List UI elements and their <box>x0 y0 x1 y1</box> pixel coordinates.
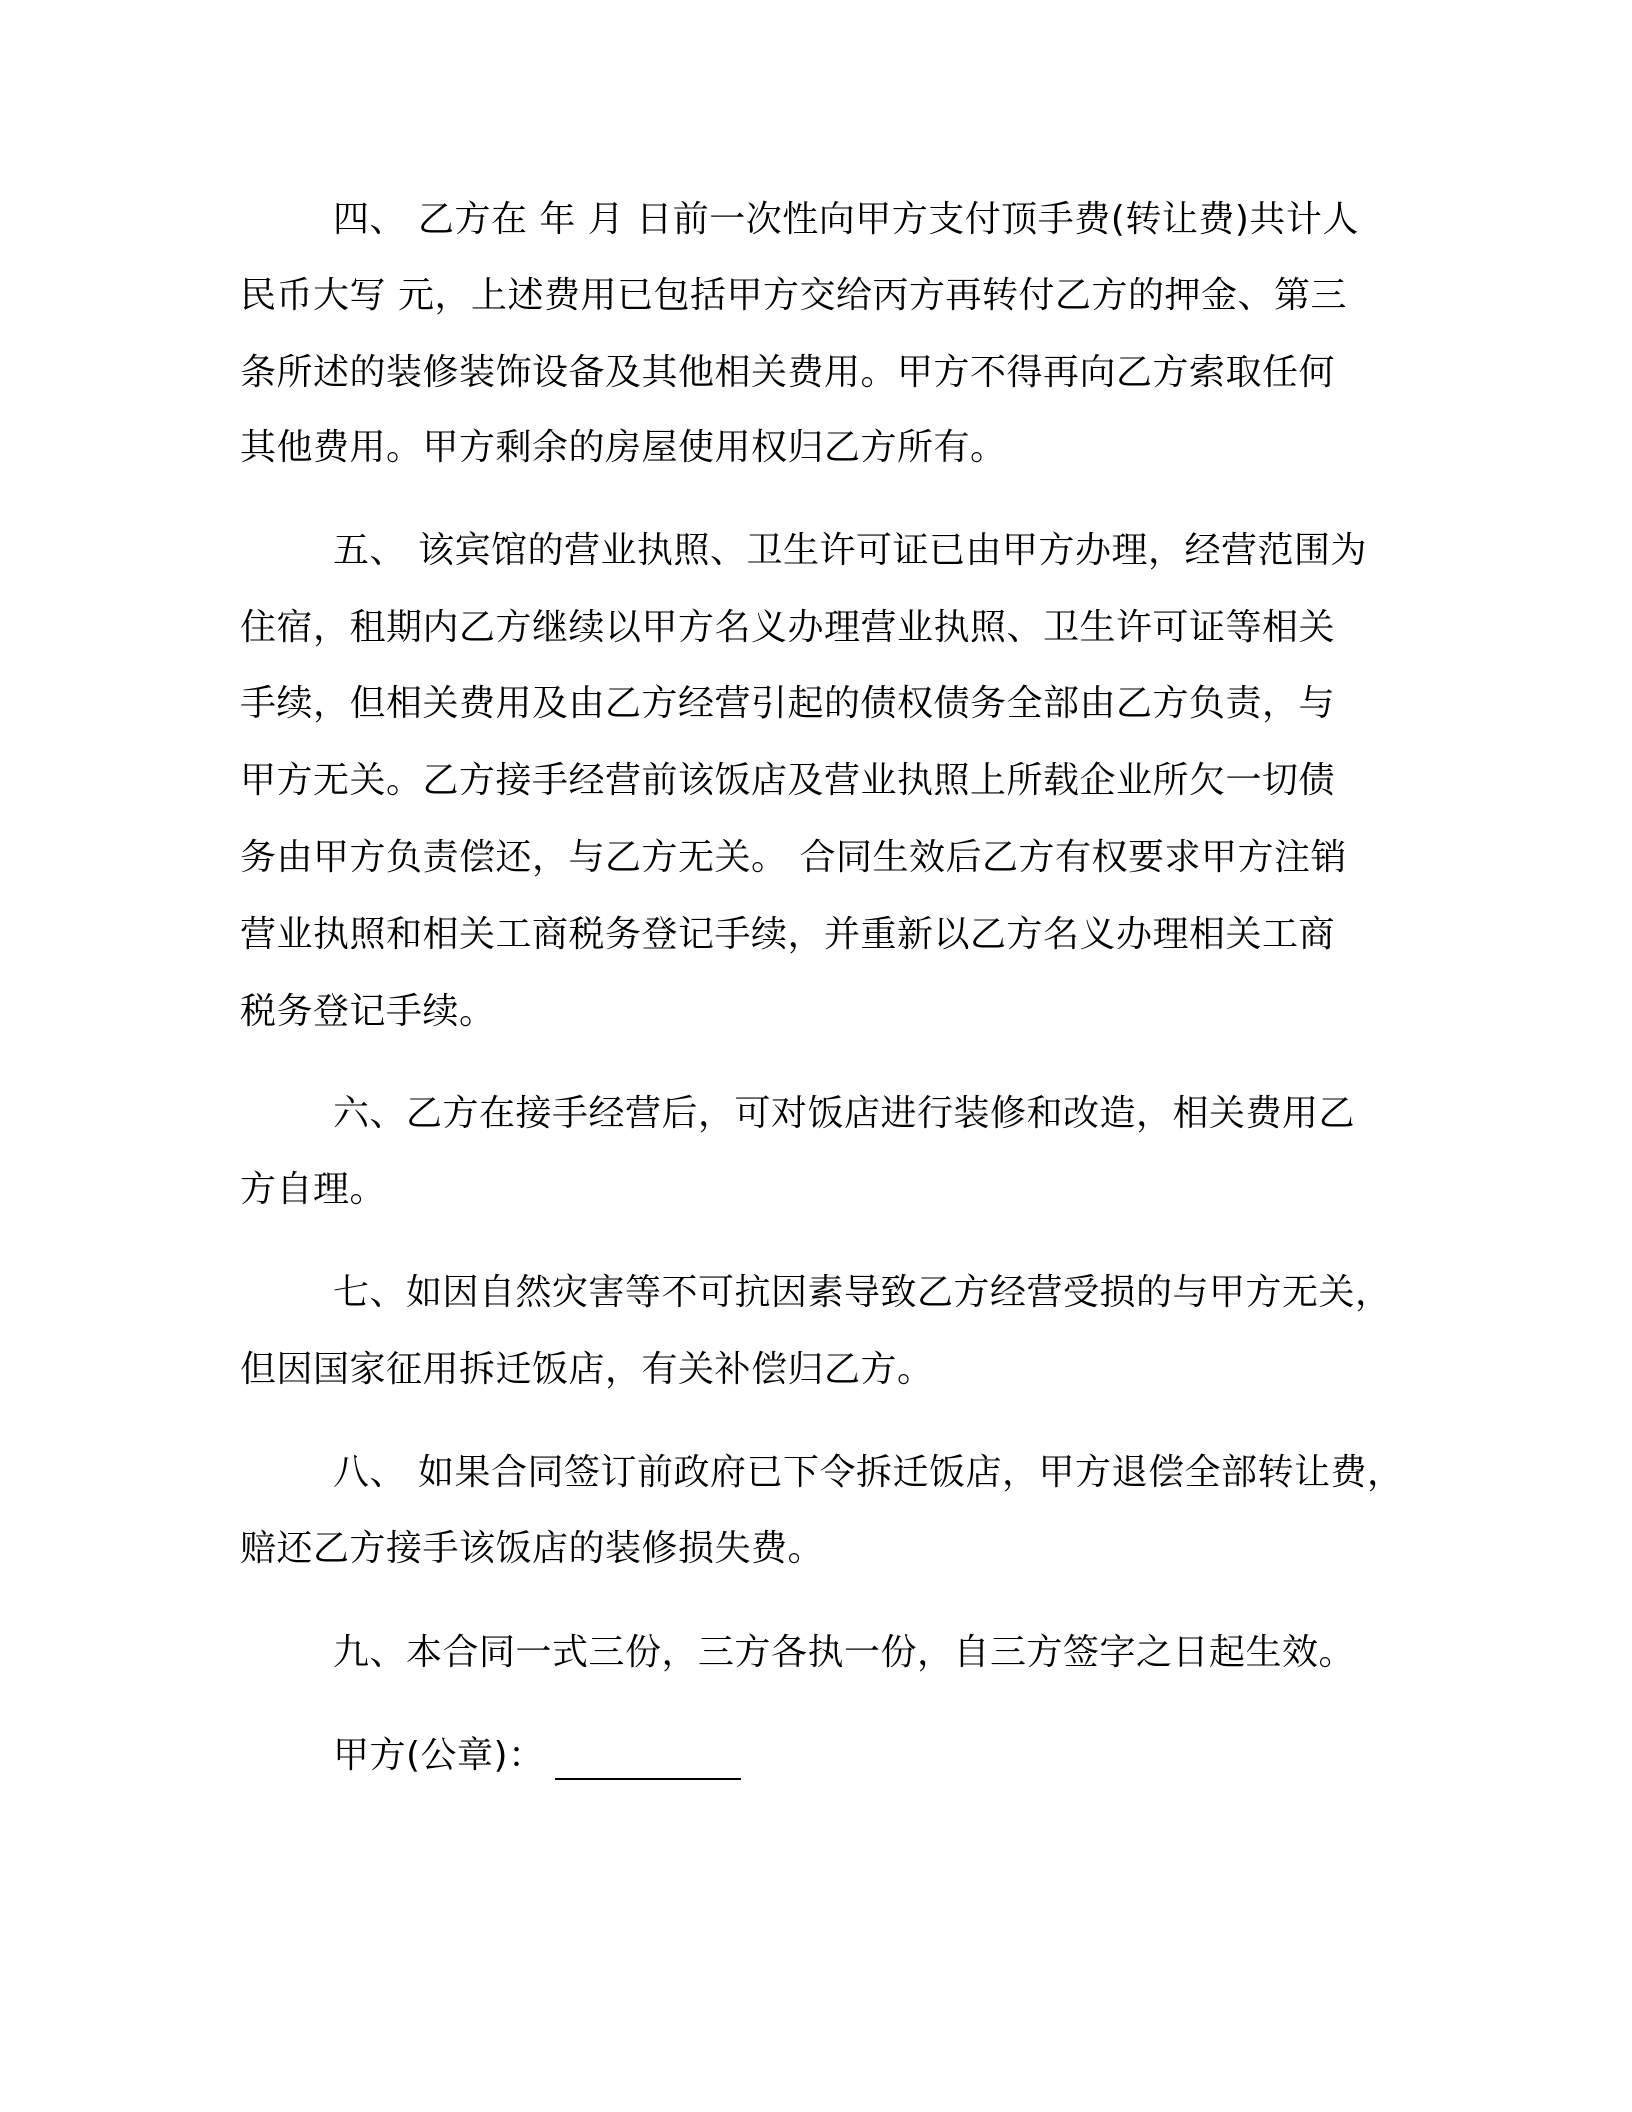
clause-6-line-1: 六、乙方在接手经营后，可对饭店进行装修和改造，相关费用乙 <box>333 1093 1356 1134</box>
clause-5-line-5: 务由甲方负责偿还，与乙方无关。 合同生效后乙方有权要求甲方注销 <box>240 837 1347 878</box>
clause-5-line-3: 手续，但相关费用及由乙方经营引起的债权债务全部由乙方负责，与 <box>240 683 1336 724</box>
clause-5-line-2: 住宿，租期内乙方继续以甲方名义办理营业执照、卫生许可证等相关 <box>240 607 1336 648</box>
clause-9-line-1: 九、本合同一式三份，三方各执一份，自三方签字之日起生效。 <box>333 1632 1356 1673</box>
clause-7-line-2: 但因国家征用拆迁饭店，有关补偿归乙方。 <box>240 1349 934 1390</box>
signature-label: 甲方(公章)： <box>333 1735 545 1776</box>
clause-8-line-2: 赔还乙方接手该饭店的装修损失费。 <box>240 1528 825 1569</box>
clause-4-line-1: 四、 乙方在 年 月 日前一次性向甲方支付顶手费(转让费)共计人 <box>333 199 1359 240</box>
clause-4-line-2: 民币大写 元，上述费用已包括甲方交给丙方再转付乙方的押金、第三 <box>240 275 1347 316</box>
signature-block <box>333 1732 741 1780</box>
clause-4-line-4: 其他费用。甲方剩余的房屋使用权归乙方所有。 <box>240 427 1007 468</box>
clause-5-line-1: 五、 该宾馆的营业执照、卫生许可证已由甲方办理，经营范围为 <box>333 530 1367 571</box>
clause-5-line-6: 营业执照和相关工商税务登记手续，并重新以乙方名义办理相关工商 <box>240 914 1336 955</box>
clause-6-line-2: 方自理。 <box>240 1169 387 1210</box>
clause-4-line-3: 条所述的装修装饰设备及其他相关费用。甲方不得再向乙方索取任何 <box>240 352 1336 393</box>
clause-5-line-4: 甲方无关。乙方接手经营前该饭店及营业执照上所载企业所欠一切债 <box>240 760 1336 801</box>
clause-8-line-1: 八、 如果合同签订前政府已下令拆迁饭店，甲方退偿全部转让费， <box>333 1452 1404 1493</box>
signature-blank-line <box>555 1742 741 1780</box>
clause-7-line-1: 七、如因自然灾害等不可抗因素导致乙方经营受损的与甲方无关， <box>333 1272 1392 1313</box>
clause-5-line-7: 税务登记手续。 <box>240 991 496 1032</box>
